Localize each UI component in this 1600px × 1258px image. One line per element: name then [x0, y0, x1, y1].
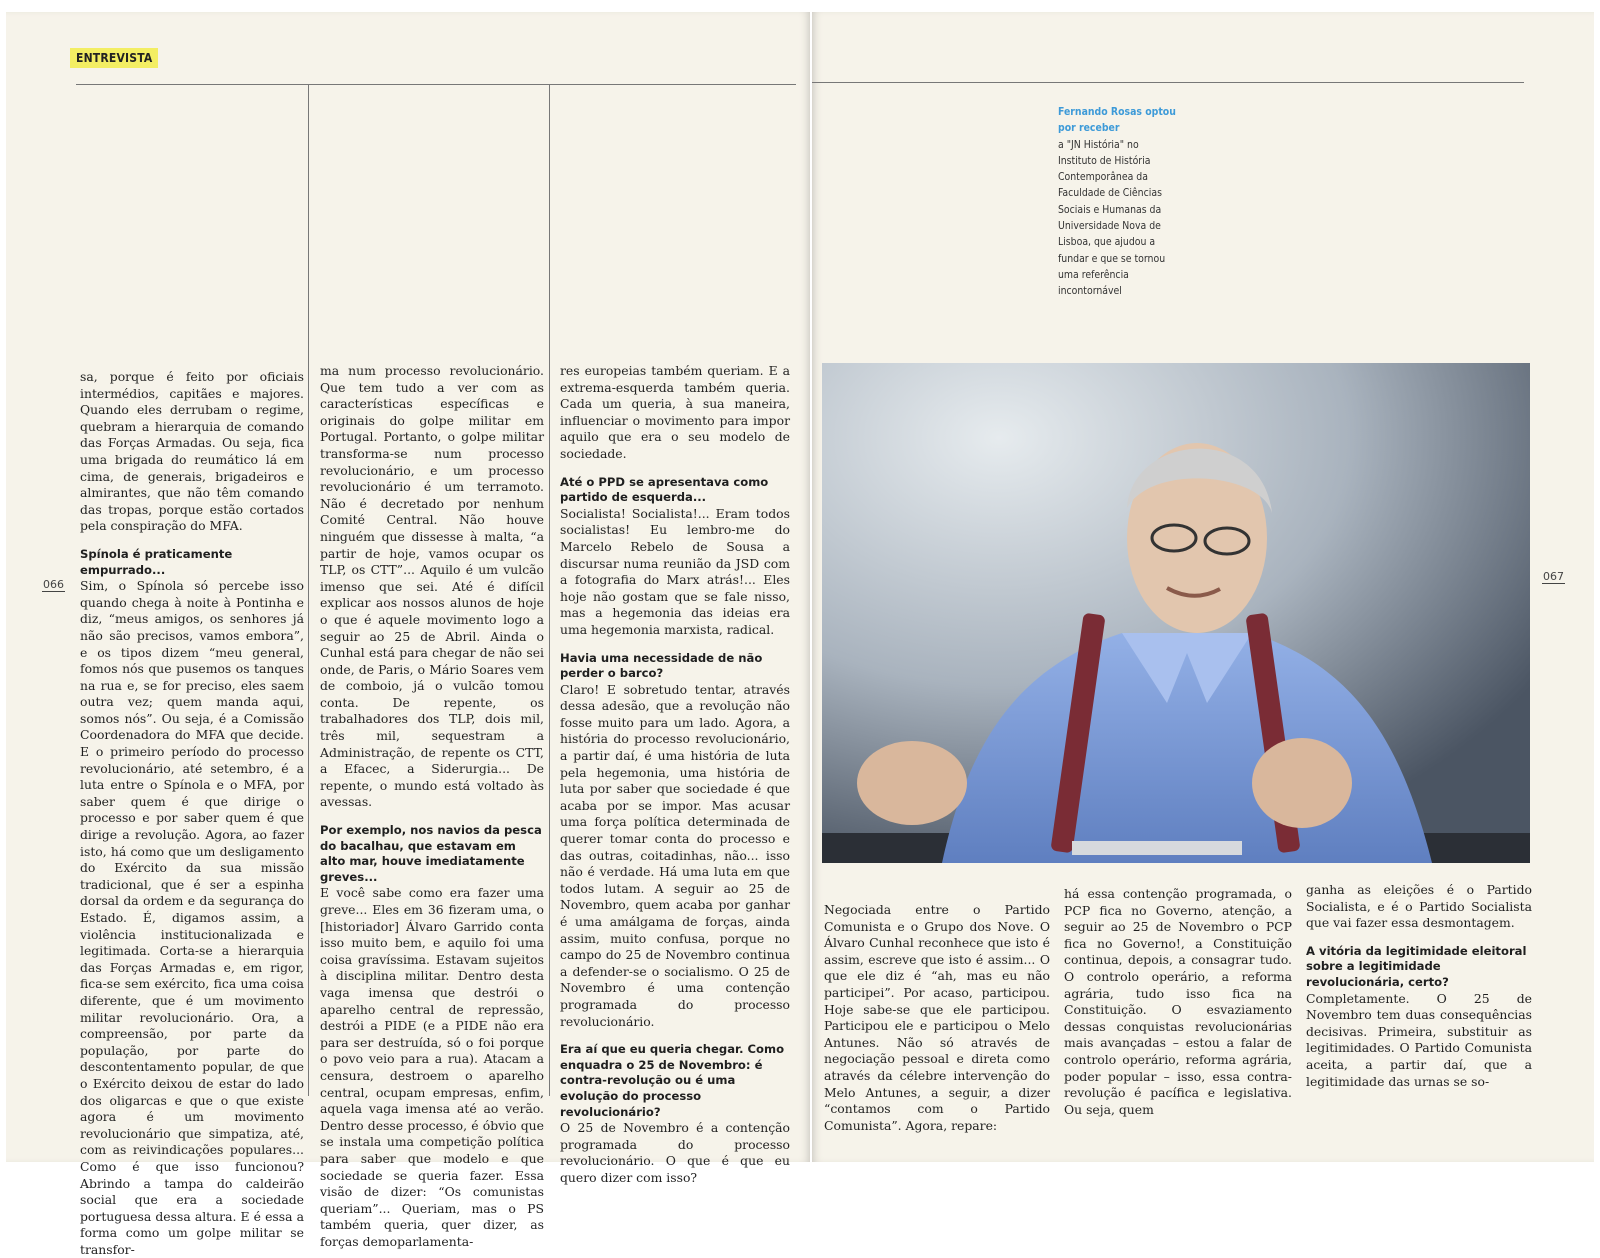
column-rule [549, 84, 550, 1096]
caption-highlight: Fernando Rosas optou por receber [1058, 106, 1176, 135]
text-column-4 [824, 902, 1050, 1133]
interview-question: Havia uma necessidade de não perder o barco? [560, 650, 763, 681]
interview-question: Era aí que eu queria chegar. Como enquadra o 25 de Novembro: é contra-revolução ou é uma evolução do processo revolucionário? [560, 1042, 785, 1119]
paragraph: sa, porque é feito por oficiais intermédios, capitães e majores. Quando eles derrubam o regime, quebram a hierarquia de comando das Forças Armadas. Ou seja, fica uma brigada do reumático lá em cima, de generais, brigadeiros e almirantes, que não têm comando das tropas, porque estão cortados pela conspiração do MFA. [80, 369, 304, 534]
paragraph: ma num processo revolucionário. Que tem tudo a ver com as características específicas e originais do golpe militar em Portugal. Portanto, o golpe militar transforma-se num processo revolucionário, e um processo revolucionário é um terramoto. Não é decretado por nenhum Comité Central. Não houve ninguém que dissesse à malta, “a partir de hoje, vamos ocupar os TLP, os CTT”... Aquilo é um vulcão imenso que sei. Até é difícil explicar aos nossos alunos de hoje o que é aquele movimento logo a seguir ao 25 de Abril. Ainda o Cunhal está para chegar de não sei onde, de Paris, o Mário Soares vem de comboio, já o vulcão tomou conta. De repente, os trabalhadores dos TLP, dois mil, três mil, sequestram a Administração, de repente os CTT, a Efacec, a Siderurgia... De repente, o mundo está voltado às avessas. [320, 363, 544, 810]
paragraph: Socialista! Socialista!... Eram todos socialistas! Eu lembro-me do Marcelo Rebelo de Sousa a discursar numa reunião da JSD com a fotografia do Marx atrás!... Eles hoje não gostam que se fale nisso, mas a hegemonia das ideias era uma hegemonia marxista, radical. [560, 505, 790, 637]
paragraph: E você sabe como era fazer uma greve... Eles em 36 fizeram uma, o [historiador] Álvaro Garrido conta isso muito bem, e aquilo foi uma coisa gravíssima. Estavam sujeitos à disciplina militar. Dentro desta vaga imensa que destrói o aparelho central de repressão, destrói a PIDE (e a PIDE não era para ser destruída, só o foi porque o povo veio para a rua). Atacam a censura, destroem o aparelho central, ocupam empresas, enfim, aquela vaga imensa até ao verão. Dentro desse processo, é óbvio que se instala uma competição política para saber que modelo e que sociedade se queria fazer. Essa visão de dizer: “Os comunistas queriam”... Queriam, mas o PS também queria, quer dizer, as forças demoparlamenta- [320, 885, 544, 1249]
portrait-photo [822, 363, 1530, 863]
section-tag: ENTREVISTA [70, 48, 158, 68]
caption-text: a "JN História" no Instituto de História Contemporânea da Faculdade de Ciências Sociais e Humanas da Universidade Nova de Lisboa, que ajudou a fundar e que se tornou uma referência incontornável [1058, 138, 1166, 298]
paragraph: há essa contenção programada, o PCP fica no Governo, atenção, a seguir ao 25 de Novembro o PCP fica no Governo!, a Constituição continua, depois, a consagrar tudo. O controlo operário, a reforma agrária, tudo isso fica na Constituição. O esvaziamento dessas conquistas revolucionárias mais avançadas – estou a falar de controlo operário, reforma agrária, poder popular – isso, essa contra-revolução é pacífica e legislativa. Ou seja, quem [1064, 886, 1292, 1117]
interview-question: Spínola é praticamente empurrado... [80, 546, 233, 577]
text-column-6 [1306, 882, 1532, 1098]
text-column-1 [80, 369, 304, 1257]
interview-question: Por exemplo, nos navios da pesca do bacalhau, que estavam em alto mar, houve imediatamente greves... [320, 823, 542, 884]
paragraph: O 25 de Novembro é a contenção programada do processo revolucionário. O que é que eu quero dizer com isso? [560, 1120, 790, 1185]
paragraph: Completamente. O 25 de Novembro tem duas consequências decisivas. Primeira, substituir as legitimidades. O Partido Comunista aceita, a partir daí, que a legitimidade das urnas se so- [1306, 990, 1532, 1089]
paragraph: Claro! E sobretudo tentar, através dessa adesão, que a revolução não fosse muito para um lado. Agora, a história do processo revolucionário, a partir daí, é uma história de luta pela hegemonia, uma história de luta por saber que sociedade é que acaba por se impor. Mas acusar uma força política determinada de querer tomar conta do processo e das outras, coitadinhas, não... isso não é verdade. Há uma luta em que todos lutam. A seguir ao 25 de Novembro, quem acaba por ganhar é uma amálgama de forças, ainda assim, muito confusa, porque no campo do 25 de Novembro continua a defender-se o socialismo. O 25 de Novembro é uma contenção programada do processo revolucionário. [560, 681, 790, 1029]
paragraph: ganha as eleições é o Partido Socialista, e é o Partido Socialista que vai fazer essa desmontagem. [1306, 882, 1532, 931]
photo-caption [1058, 104, 1176, 300]
header-rule-left [76, 84, 796, 85]
page-number-left: 066 [43, 578, 64, 591]
text-column-5 [1064, 886, 1292, 1117]
text-column-2 [320, 363, 544, 1249]
header-rule-right [812, 82, 1524, 83]
page-number-right: 067 [1543, 570, 1564, 583]
text-column-3 [560, 363, 790, 1185]
paragraph: res europeias também queriam. E a extrema-esquerda também queria. Cada um queria, à sua maneira, influenciar o movimento para impor aquilo que era o seu modelo de sociedade. [560, 363, 790, 461]
portrait-photo-icon [822, 363, 1530, 863]
interview-question: A vitória da legitimidade eleitoral sobre a legitimidade revolucionária, certo? [1306, 943, 1527, 989]
column-rule [308, 84, 309, 1096]
interview-question: Até o PPD se apresentava como partido de esquerda... [560, 474, 769, 505]
paragraph: Sim, o Spínola só percebe isso quando chega à noite à Pontinha e diz, “meus amigos, os senhores já não são precisos, vamos embora”, e os tipos dizem “meu general, fomos nós que pusemos os tanques na rua e, se for preciso, eles saem outra vez; quem manda aqui, somos nós”. Ou seja, é a Comissão Coordenadora do MFA que decide. E o primeiro período do processo revolucionário, até setembro, é a luta entre o Spínola e o MFA, por saber quem é que dirige o processo e por saber quem é que dirige a revolução. Agora, ao fazer isto, há como que um desligamento do Exército da sua missão tradicional, que é ser a espinha dorsal da ordem e da segurança do Estado. É, digamos assim, a violência institucionalizada e legitimada. Corta-se a hierarquia das Forças Armadas e, em rigor, fica-se sem exército, fica uma coisa diferente, que é um movimento militar revolucionário. Ora, a compreensão, por parte da população, por parte do descontentamento popular, de que o Exército deixou de estar do lado dos oligarcas e que o que existe agora é um movimento revolucionário que simpatiza, até, com as reivindicações populares... Como é que isso funcionou? Abrindo a tampa do caldeirão social que era a sociedade portuguesa dessa altura. E é essa a forma como um golpe militar se transfor- [80, 578, 304, 1257]
paragraph: Negociada entre o Partido Comunista e o Grupo dos Nove. O Álvaro Cunhal reconhece que isto é assim, escreve que isto é assim... O que ele diz é “ah, mas eu não participei”. Por acaso, participou. Hoje sabe-se que ele participou. Participou ele e participou o Melo Antunes. Não só através de negociação pessoal e direta como através da célebre intervenção do Melo Antunes, a seguir, a dizer “contamos com o Partido Comunista”. Agora, repare: [824, 902, 1050, 1133]
